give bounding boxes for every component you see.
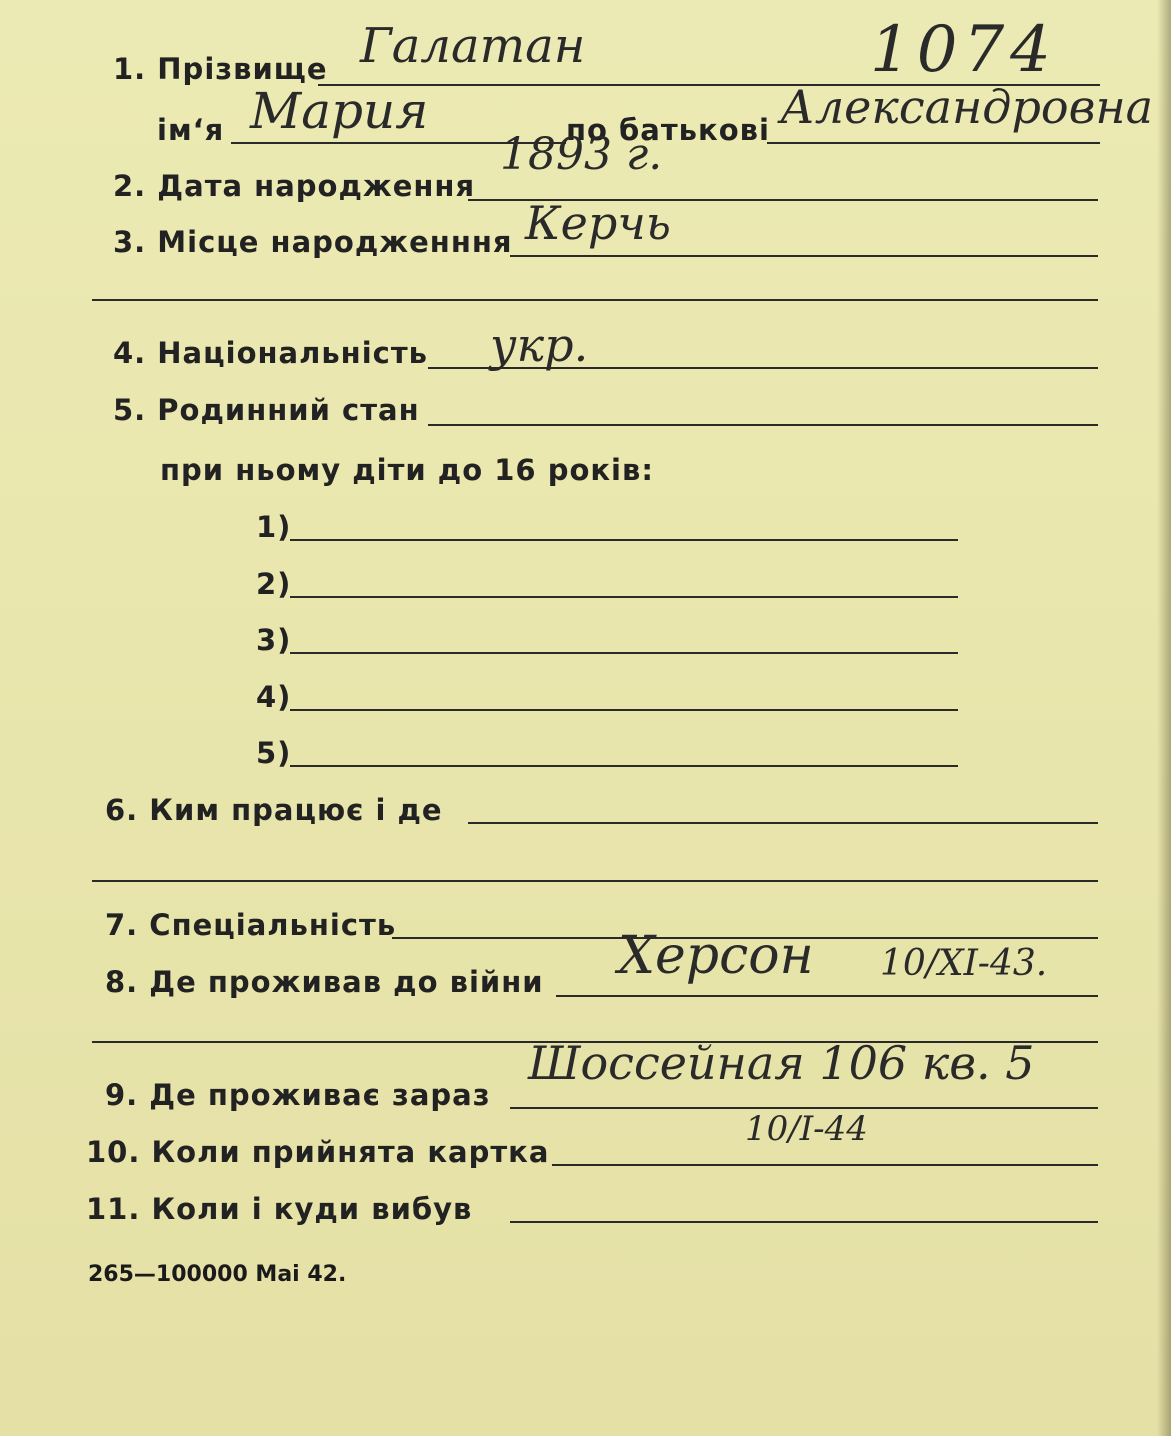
children-label: при ньому діти до 16 років: [160, 453, 654, 487]
departure-line [510, 1221, 1098, 1223]
current-residence-value: Шоссейная 106 кв. 5 [528, 1036, 1035, 1090]
child-3-line [290, 652, 958, 654]
birthplace-label: 3. Місце народженння [113, 225, 513, 259]
occupation-line-2 [92, 880, 1098, 882]
prewar-residence-date: 10/XI-43. [880, 943, 1048, 984]
card-accepted-value: 10/I-44 [745, 1109, 868, 1149]
occupation-line [468, 822, 1098, 824]
child-5-label: 5) [256, 736, 292, 770]
specialty-label: 7. Спеціальність [105, 908, 397, 942]
child-2-label: 2) [256, 567, 292, 601]
child-1-label: 1) [256, 510, 292, 544]
surname-label: 1. Прізвище [113, 52, 328, 86]
surname-value: Галатан [360, 18, 586, 74]
child-2-line [290, 596, 958, 598]
marital-status-line [428, 424, 1098, 426]
child-3-label: 3) [256, 623, 292, 657]
occupation-label: 6. Ким працює і де [105, 793, 443, 827]
prewar-residence-label: 8. Де проживав до війни [105, 965, 544, 999]
nationality-value: укр. [490, 318, 589, 372]
child-1-line [290, 539, 958, 541]
marital-status-label: 5. Родинний стан [113, 393, 420, 427]
patronymic-label: по батькові [566, 113, 770, 147]
first-name-value: Мария [250, 82, 429, 140]
departure-label: 11. Коли і куди вибув [86, 1192, 473, 1226]
nationality-label: 4. Національність [113, 336, 428, 370]
print-code: 265—100000 Mai 42. [88, 1262, 347, 1287]
page-edge-shadow [1157, 0, 1171, 1436]
birth-date-value: 1893 г. [500, 129, 663, 180]
birthplace-value: Керчь [525, 196, 671, 250]
patronymic-value: Александровна [780, 80, 1154, 134]
child-5-line [290, 765, 958, 767]
card-accepted-line [552, 1164, 1098, 1166]
prewar-residence-value: Херсон [618, 926, 814, 986]
prewar-residence-line [556, 995, 1098, 997]
birth-date-label: 2. Дата народження [113, 169, 476, 203]
card-number: 1074 [870, 13, 1057, 87]
child-4-label: 4) [256, 680, 292, 714]
child-4-line [290, 709, 958, 711]
current-residence-label: 9. Де проживає зараз [105, 1078, 491, 1112]
card-accepted-label: 10. Коли прийнята картка [86, 1135, 550, 1169]
patronymic-line [767, 142, 1100, 144]
first-name-label: ім‘я [157, 113, 225, 147]
birthplace-line [510, 255, 1098, 257]
birthplace-line-2 [92, 299, 1098, 301]
